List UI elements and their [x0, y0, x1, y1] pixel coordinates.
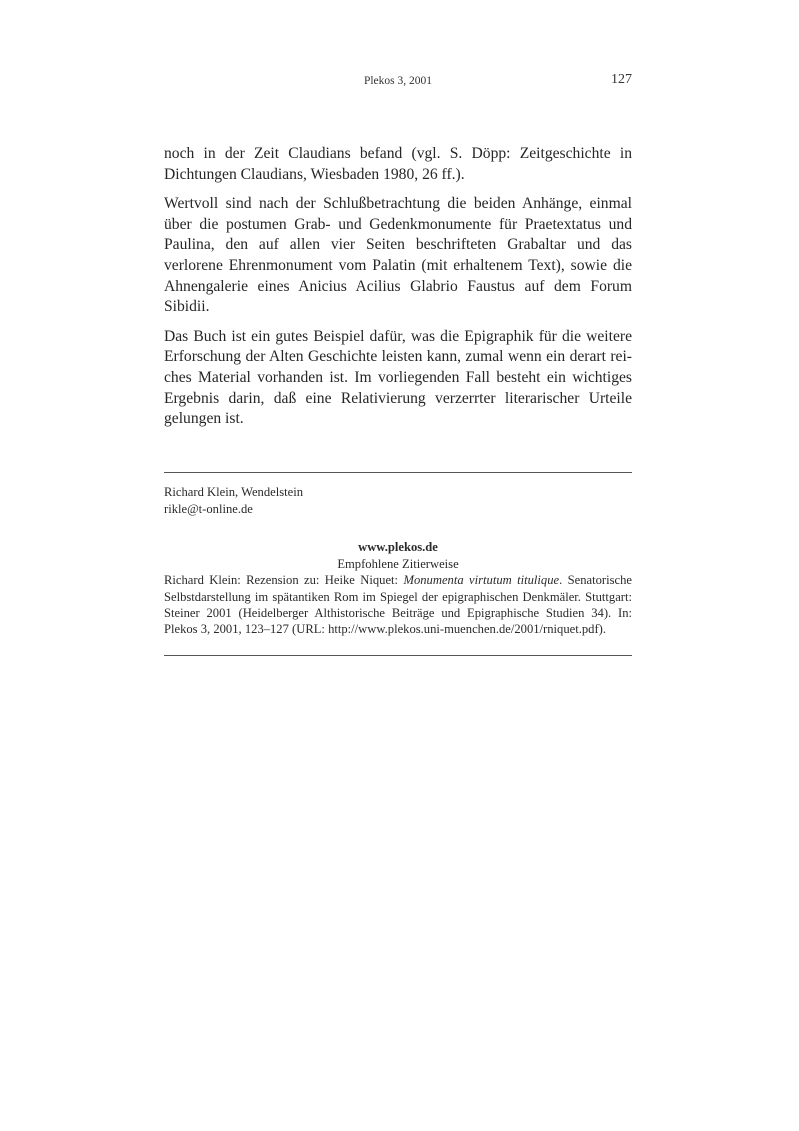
author-email[interactable]: rikle@t-online.de: [164, 501, 253, 516]
paragraph-conclusion: Das Buch ist ein gutes Beispiel dafür, was die Epigraphik für die weitere Erforschung der Alten Geschichte leisten kann, zumal wenn ein derart reiches Material vorhanden ist. Im vorliegenden Fall besteht ein wichtiges Ergebnis darin, daß eine Relativierung verzerrter literarischer Urteile gelungen ist.: [164, 327, 632, 428]
review-body: [164, 144, 632, 439]
paragraph-appendices: Wertvoll sind nach der Schlußbetrachtung die beiden Anhänge, einmal über die postumen Grab- und Gedenkmonumente für Praetextatus und Paulina, den auf allen vier Seiten beschrifteten Grabaltar und das verlorene Ehrenmonument vom Palatin (mit erhaltenem Text), sowie die Ahnengalerie eines Anicius Acilius Glabrio Faustus auf dem Forum Sibidii.: [164, 195, 632, 316]
site-url-link[interactable]: www.plekos.de: [358, 540, 438, 554]
paragraph-continuation: noch in der Zeit Claudians befand (vgl. S. Döpp: Zeitgeschichte in Dichtungen Claudians, Wiesbaden 1980, 26 ff.).: [164, 145, 632, 183]
citation-block: [164, 539, 632, 637]
citation-heading: Empfohlene Zitierweise: [337, 557, 459, 572]
citation-text: [164, 572, 632, 637]
citation-book-title: Monumenta virtutum titulique: [403, 573, 560, 588]
running-header: [164, 74, 632, 92]
divider-top: [164, 472, 632, 473]
author-block: [164, 484, 632, 517]
journal-header: Plekos 3, 2001: [363, 75, 433, 87]
page-number: 127: [611, 72, 632, 87]
author-name-location: Richard Klein, Wendelstein: [164, 485, 303, 499]
citation-text-before-title: Richard Klein: Rezension zu: Heike Niquet:: [164, 573, 404, 588]
divider-bottom: [164, 655, 632, 656]
citation-text-after-title: . Senatorische Selbstdarstellung im spätantiken Rom im Spiegel der epigraphischen Denkmäler. Stuttgart: Steiner 2001 (Heidelberger Althistorische Beiträge und Epigraphische Studien 34). In: Plekos 3, 2001, 123–127 (URL: http://www.plekos.uni-muenchen.de/2001/rniquet.pdf).: [164, 573, 632, 637]
